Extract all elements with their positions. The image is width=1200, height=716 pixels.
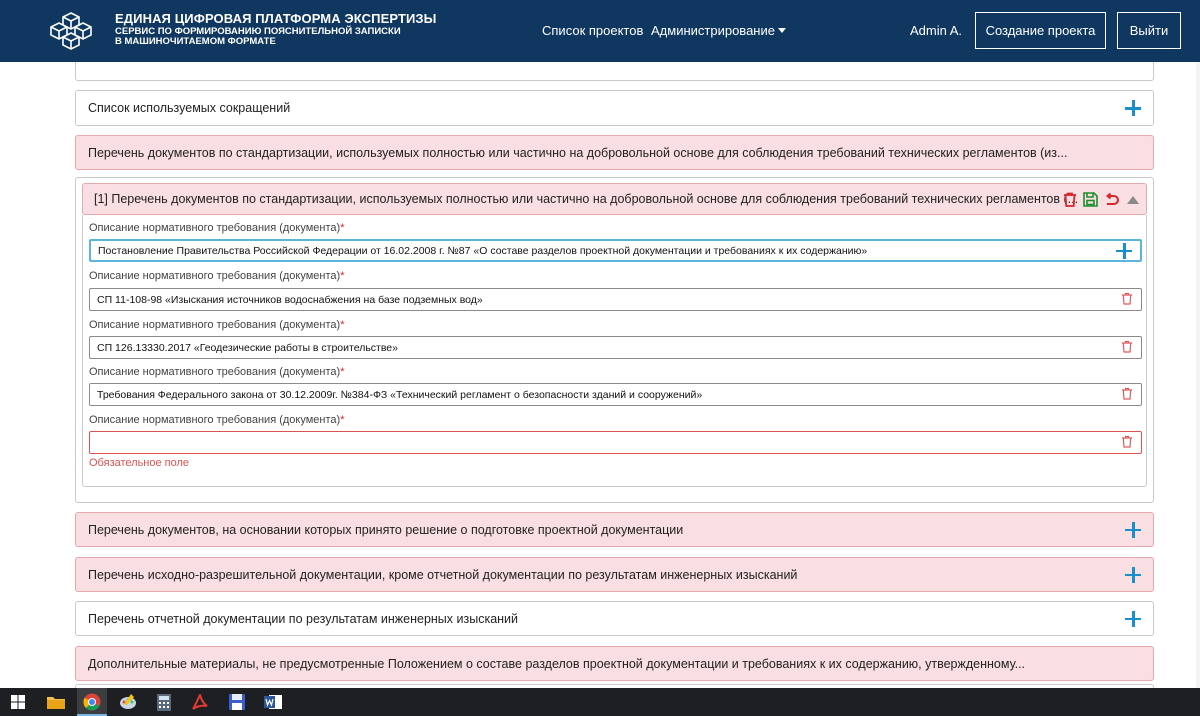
trash-icon[interactable] bbox=[1121, 340, 1133, 353]
plus-icon[interactable] bbox=[1125, 522, 1141, 538]
section-decision-docs[interactable] bbox=[75, 512, 1154, 547]
top-header bbox=[0, 0, 1200, 62]
section-standards[interactable] bbox=[75, 135, 1154, 170]
windows-start-icon[interactable] bbox=[7, 692, 29, 712]
standards-item-body bbox=[82, 215, 1147, 487]
field-label bbox=[89, 366, 344, 378]
field-label bbox=[89, 270, 344, 282]
create-project-button[interactable]: Создание проекта bbox=[975, 12, 1106, 49]
trash-icon[interactable] bbox=[1121, 435, 1133, 448]
field-label bbox=[89, 414, 344, 426]
field-value: Требования Федерального закона от 30.12.2009г. №384-ФЗ «Технический регламент о безопасности зданий и сооружений» bbox=[97, 388, 703, 401]
field-input[interactable] bbox=[89, 288, 1142, 311]
delete-field-button[interactable] bbox=[1121, 340, 1133, 356]
section-card-partial bbox=[75, 62, 1154, 81]
brand-subtitle-line1: СЕРВИС ПО ФОРМИРОВАНИЮ ПОЯСНИТЕЛЬНОЙ ЗАПИСКИ bbox=[115, 26, 401, 37]
section-title: Перечень отчетной документации по результатам инженерных изысканий bbox=[88, 611, 519, 626]
required-mark: * bbox=[340, 222, 345, 234]
brand-block bbox=[115, 12, 437, 47]
required-mark: * bbox=[340, 319, 345, 331]
section-permit-docs[interactable] bbox=[75, 557, 1154, 592]
windows-taskbar bbox=[0, 688, 1200, 716]
delete-field-button[interactable] bbox=[1121, 292, 1133, 308]
undo-icon[interactable] bbox=[1104, 193, 1120, 207]
section-title: Дополнительные материалы, не предусмотренные Положением о составе разделов проектной документации и требованиях к их содержанию, утвержденному... bbox=[88, 656, 1026, 671]
save-icon[interactable] bbox=[1083, 192, 1098, 207]
save-disk-icon[interactable] bbox=[226, 692, 248, 712]
required-field-error: Обязательное поле bbox=[89, 457, 190, 469]
delete-field-button[interactable] bbox=[1121, 435, 1133, 451]
section-survey-reports[interactable] bbox=[75, 601, 1154, 636]
field-input-empty[interactable] bbox=[89, 431, 1142, 454]
plus-icon[interactable] bbox=[1125, 567, 1141, 583]
main-content bbox=[0, 62, 1200, 688]
trash-icon[interactable] bbox=[1063, 192, 1077, 207]
brand-subtitle-line2: В МАШИНОЧИТАЕМОМ ФОРМАТЕ bbox=[115, 36, 276, 47]
field-input[interactable] bbox=[89, 383, 1142, 406]
plus-icon[interactable] bbox=[1125, 611, 1141, 627]
section-title: Перечень документов по стандартизации, используемых полностью или частично на добровольной основе для соблюдения требований технических регламентов (из... bbox=[88, 145, 1068, 160]
field-label-text: Описание нормативного требования (документа) bbox=[89, 319, 341, 331]
nav-admin-label: Администрирование bbox=[651, 23, 775, 38]
field-input[interactable] bbox=[89, 239, 1142, 262]
section-additional-materials[interactable] bbox=[75, 646, 1154, 681]
calculator-icon[interactable] bbox=[153, 692, 175, 712]
field-label-text: Описание нормативного требования (документа) bbox=[89, 222, 341, 234]
section-title: Перечень исходно-разрешительной документации, кроме отчетной документации по результатам инженерных изысканий bbox=[88, 567, 798, 582]
platform-logo-icon[interactable] bbox=[46, 11, 96, 51]
required-mark: * bbox=[340, 414, 345, 426]
field-label bbox=[89, 319, 344, 331]
field-value: СП 126.13330.2017 «Геодезические работы в строительстве» bbox=[97, 341, 398, 354]
standards-expanded-container bbox=[75, 177, 1154, 503]
nav-admin-dropdown[interactable] bbox=[651, 23, 786, 38]
word-icon[interactable] bbox=[262, 692, 284, 712]
page-scrollbar[interactable] bbox=[1196, 62, 1200, 688]
exit-button[interactable]: Выйти bbox=[1117, 12, 1181, 49]
nav-projects-link[interactable]: Список проектов bbox=[542, 23, 644, 38]
standards-item-header[interactable] bbox=[82, 183, 1147, 215]
chrome-icon[interactable] bbox=[81, 692, 103, 712]
field-label-text: Описание нормативного требования (документа) bbox=[89, 270, 341, 282]
field-label-text: Описание нормативного требования (документа) bbox=[89, 366, 341, 378]
trash-icon[interactable] bbox=[1121, 292, 1133, 305]
plus-icon[interactable] bbox=[1116, 243, 1132, 259]
field-value: СП 11-108-98 «Изыскания источников водоснабжения на базе подземных вод» bbox=[97, 293, 483, 306]
add-field-button[interactable] bbox=[1116, 243, 1132, 259]
field-label-text: Описание нормативного требования (документа) bbox=[89, 414, 341, 426]
field-input[interactable] bbox=[89, 336, 1142, 359]
pdf-icon[interactable] bbox=[189, 692, 211, 712]
trash-icon[interactable] bbox=[1121, 387, 1133, 400]
item-actions bbox=[1063, 192, 1140, 207]
file-explorer-icon[interactable] bbox=[45, 692, 67, 712]
required-mark: * bbox=[340, 366, 345, 378]
paint-icon[interactable] bbox=[117, 692, 139, 712]
field-value: Постановление Правительства Российской Федерации от 16.02.2008 г. №87 «О составе разделов проектной документации и требованиях к их содержанию» bbox=[98, 244, 868, 257]
brand-title: ЕДИНАЯ ЦИФРОВАЯ ПЛАТФОРМА ЭКСПЕРТИЗЫ bbox=[115, 11, 437, 26]
item-title: [1] Перечень документов по стандартизации, используемых полностью или частично на добровольной основе для соблюдения требований технических регламентов (... bbox=[94, 192, 1079, 206]
section-title: Список используемых сокращений bbox=[88, 101, 291, 115]
required-mark: * bbox=[340, 270, 345, 282]
triangle-up-icon[interactable] bbox=[1126, 194, 1140, 206]
section-title: Перечень документов, на основании которых принято решение о подготовке проектной документации bbox=[88, 522, 684, 537]
section-abbreviations[interactable] bbox=[75, 90, 1154, 126]
field-label bbox=[89, 222, 344, 234]
caret-down-icon bbox=[778, 28, 786, 33]
user-name[interactable]: Admin A. bbox=[910, 23, 963, 38]
delete-field-button[interactable] bbox=[1121, 387, 1133, 403]
plus-icon[interactable] bbox=[1125, 100, 1141, 116]
